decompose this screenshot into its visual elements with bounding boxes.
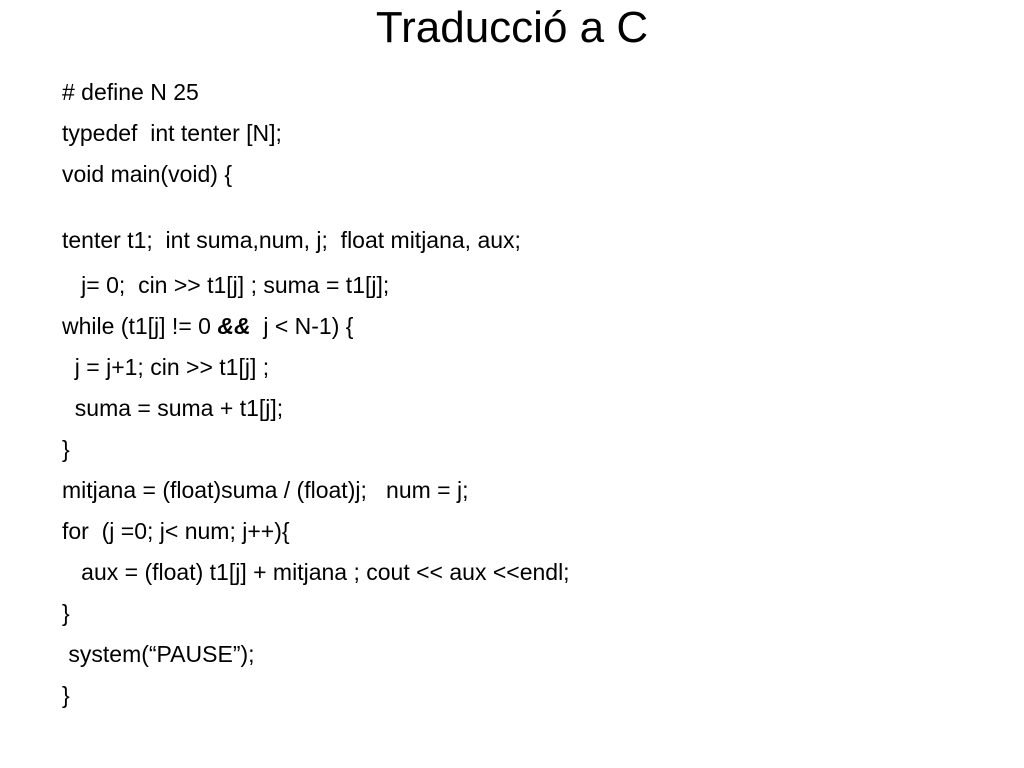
slide-title: Traducció a C xyxy=(375,3,649,52)
code-line-close-while: } xyxy=(62,436,70,462)
code-line-close-for: } xyxy=(62,600,70,626)
code-line-close-main: } xyxy=(62,682,70,708)
code-line-declarations: tenter t1; int suma,num, j; float mitjana, aux; xyxy=(62,227,521,253)
code-line-sum: suma = suma + t1[j]; xyxy=(62,395,284,421)
code-line-main: void main(void) { xyxy=(62,161,233,187)
code-line-while xyxy=(62,311,353,341)
code-line-increment: j = j+1; cin >> t1[j] ; xyxy=(62,354,270,380)
code-line-init: j= 0; cin >> t1[j] ; suma = t1[j]; xyxy=(62,272,390,298)
while-condition-end: j < N-1) { xyxy=(250,313,354,339)
code-line-average: mitjana = (float)suma / (float)j; num = j; xyxy=(62,477,469,503)
code-line-define: # define N 25 xyxy=(62,79,199,105)
code-line-typedef: typedef int tenter [N]; xyxy=(62,120,282,146)
code-line-for: for (j =0; j< num; j++){ xyxy=(62,518,290,544)
while-condition-start: while (t1[j] != 0 xyxy=(62,313,218,339)
code-line-output: aux = (float) t1[j] + mitjana ; cout << aux <<endl; xyxy=(62,559,570,585)
code-line-pause: system(“PAUSE”); xyxy=(62,641,255,667)
and-operator: && xyxy=(217,313,251,339)
